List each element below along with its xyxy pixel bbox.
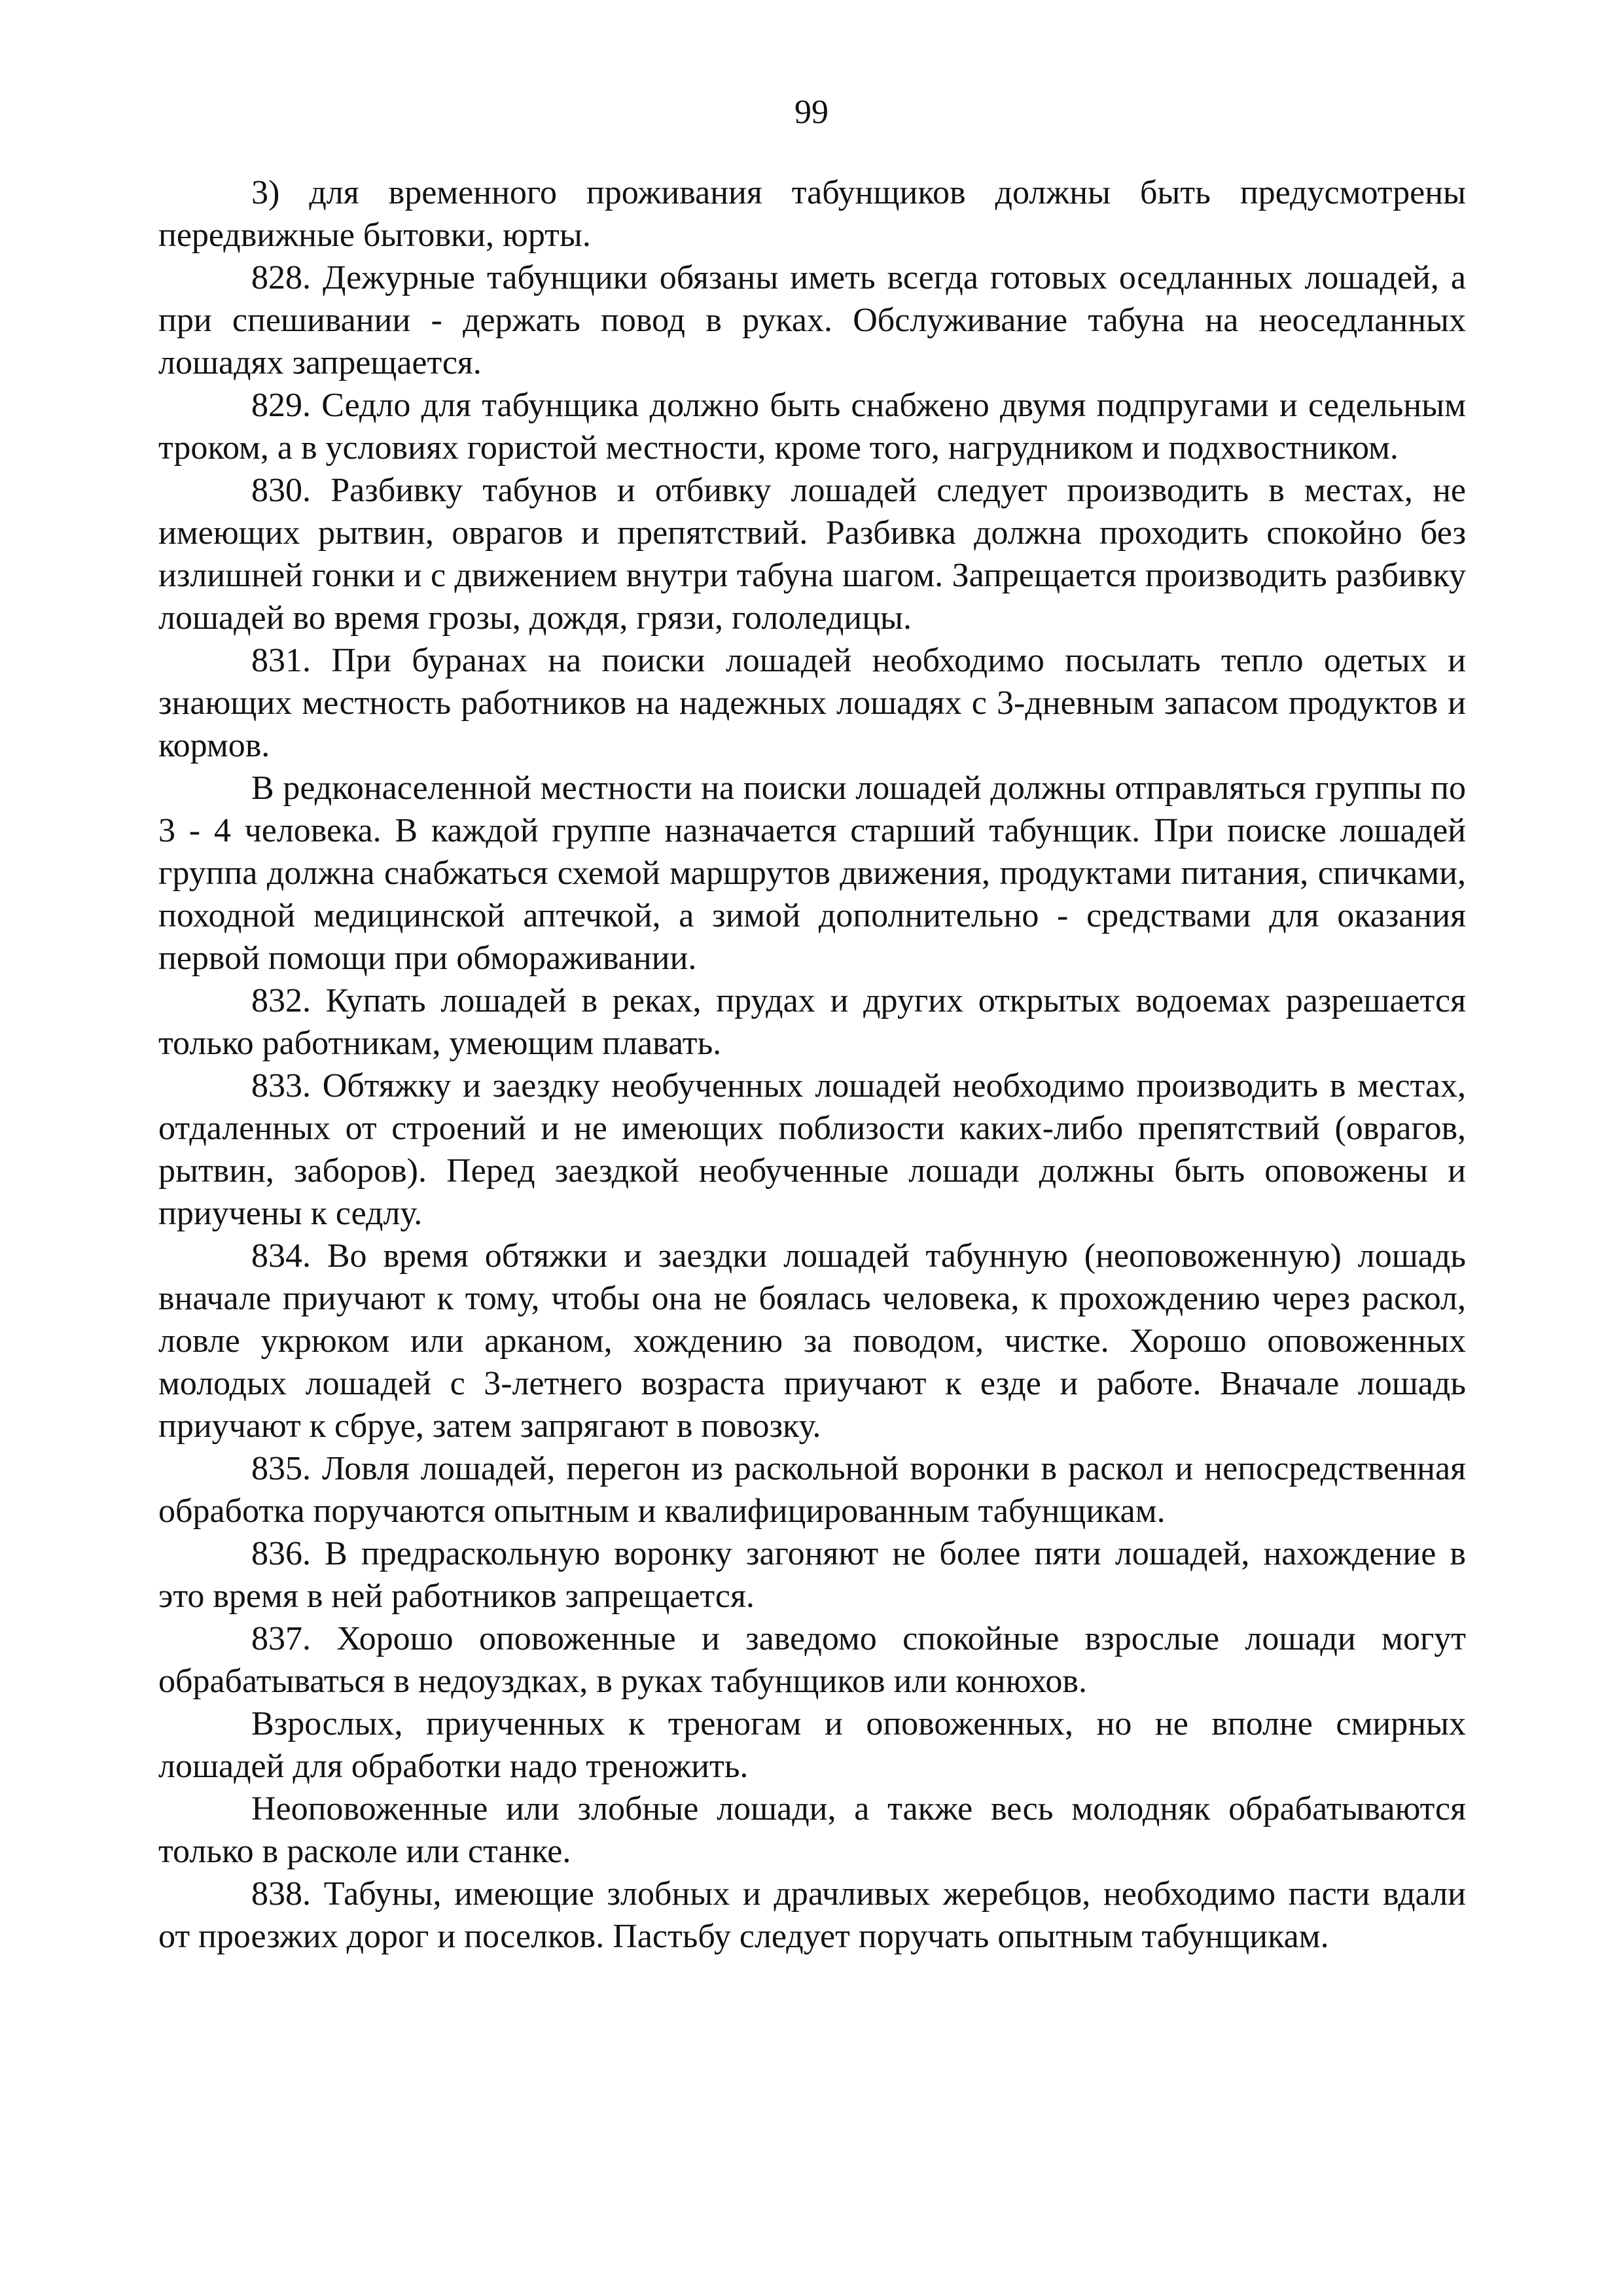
paragraph-837-adults: Взрослых, приученных к треногам и оповоженных, но не вполне смирных лошадей для обработки надо треножить. bbox=[158, 1705, 1466, 1785]
paragraph-item-3: 3) для временного проживания табунщиков должны быть предусмотрены передвижные бытовки, юрты. bbox=[158, 174, 1466, 254]
paragraph-828: 828. Дежурные табунщики обязаны иметь всегда готовых оседланных лошадей, а при спешивании - держать повод в руках. Обслуживание табуна на неоседланных лошадях запрещается. bbox=[158, 259, 1466, 381]
paragraph-837: 837. Хорошо оповоженные и заведомо спокойные взрослые лошади могут обрабатываться в недоуздках, в руках табунщиков или конюхов. bbox=[158, 1620, 1466, 1700]
paragraph-832: 832. Купать лошадей в реках, прудах и других открытых водоемах разрешается только работникам, умеющим плавать. bbox=[158, 982, 1466, 1062]
paragraph-833: 833. Обтяжку и заездку необученных лошадей необходимо производить в местах, отдаленных от строений и не имеющих поблизости каких-либо препятствий (оврагов, рытвин, заборов). Перед заездкой необученные лошади должны быть оповожены и приучены к седлу. bbox=[158, 1067, 1466, 1232]
paragraph-838: 838. Табуны, имеющие злобных и драчливых жеребцов, необходимо пасти вдали от проезжих дорог и поселков. Пастьбу следует поручать опытным табунщикам. bbox=[158, 1875, 1466, 1955]
paragraph-836: 836. В предраскольную воронку загоняют не более пяти лошадей, нахождение в это время в ней работников запрещается. bbox=[158, 1535, 1466, 1615]
paragraph-835: 835. Ловля лошадей, перегон из раскольной воронки в раскол и непосредственная обработка поручаются опытным и квалифицированным табунщикам. bbox=[158, 1450, 1466, 1530]
page-number: 99 bbox=[794, 94, 829, 131]
document-body bbox=[158, 171, 1466, 1958]
paragraph-834: 834. Во время обтяжки и заездки лошадей табунную (неоповоженную) лошадь вначале приучают к тому, чтобы она не боялась человека, к прохождению через раскол, ловле укрюком или арканом, хождению за поводом, чистке. Хорошо оповоженных молодых лошадей с 3-летнего возраста приучают к езде и работе. Вначале лошадь приучают к сбруе, затем запрягают в повозку. bbox=[158, 1237, 1466, 1445]
paragraph-831-continued: В редконаселенной местности на поиски лошадей должны отправляться группы по 3 - 4 человека. В каждой группе назначается старший табунщик. При поиске лошадей группа должна снабжаться схемой маршрутов движения, продуктами питания, спичками, походной медицинской аптечкой, а зимой дополнительно - средствами для оказания первой помощи при обмораживании. bbox=[158, 769, 1466, 977]
paragraph-829: 829. Седло для табунщика должно быть снабжено двумя подпругами и седельным троком, а в условиях гористой местности, кроме того, нагрудником и подхвостником. bbox=[158, 387, 1466, 467]
paragraph-831: 831. При буранах на поиски лошадей необходимо посылать тепло одетых и знающих местность работников на надежных лошадях с 3-дневным запасом продуктов и кормов. bbox=[158, 642, 1466, 764]
paragraph-837-unbroken: Неоповоженные или злобные лошади, а также весь молодняк обрабатываются только в расколе или станке. bbox=[158, 1790, 1466, 1870]
paragraph-830: 830. Разбивку табунов и отбивку лошадей следует производить в местах, не имеющих рытвин, оврагов и препятствий. Разбивка должна проходить спокойно без излишней гонки и с движением внутри табуна шагом. Запрещается производить разбивку лошадей во время грозы, дождя, грязи, гололедицы. bbox=[158, 472, 1466, 637]
